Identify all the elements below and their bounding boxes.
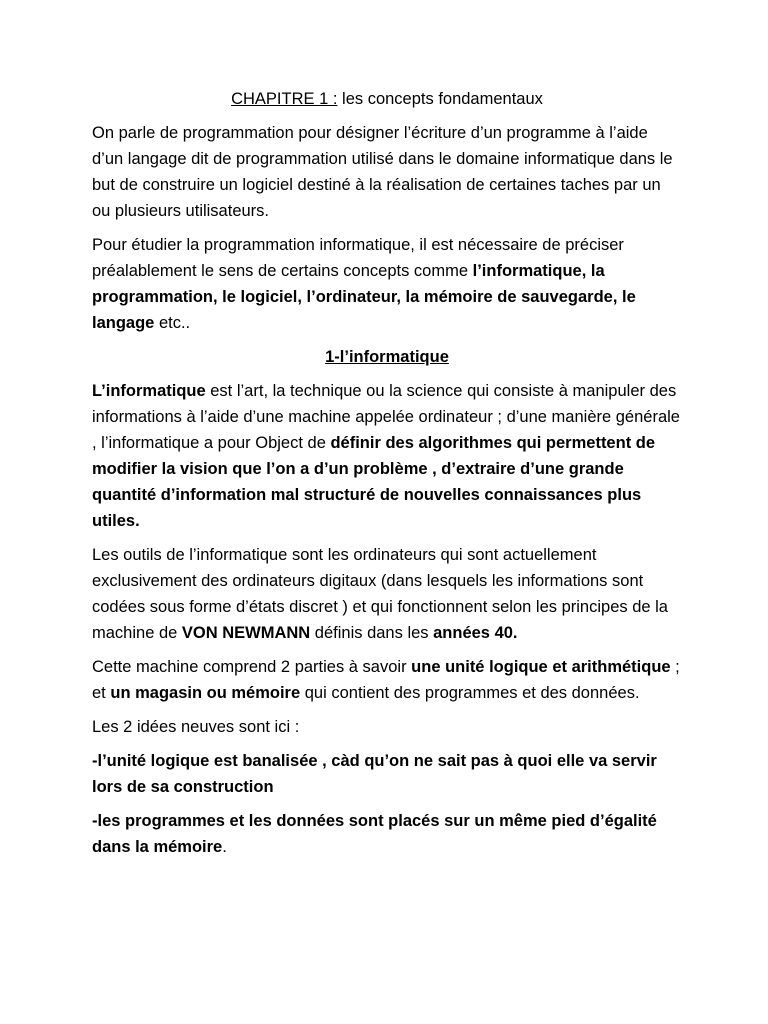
paragraph-text: Cette machine comprend 2 parties à savoir	[92, 658, 412, 676]
paragraph-text-2: ; et	[92, 658, 680, 702]
paragraph-text-end: .	[222, 838, 227, 856]
section-heading-informatique	[92, 344, 682, 370]
paragraph-programming-definition	[92, 120, 682, 224]
paragraph-idea-two	[92, 808, 682, 860]
paragraph-text: On parle de programmation pour désigner l’écriture d’un programme à l’aide d’un langage dit de programmation utilisé dans le domaine informatique dans le but de construire un logiciel destiné à la réalisation de certaines taches par un ou plusieurs utilisateurs.	[92, 124, 673, 220]
chapter-number: CHAPITRE 1 :	[231, 90, 338, 108]
paragraph-tools	[92, 542, 682, 646]
paragraph-bold-years: années 40.	[433, 624, 518, 642]
paragraph-bold-memory: un magasin ou mémoire	[110, 684, 301, 702]
paragraph-bold-alu: une unité logique et arithmétique	[411, 658, 671, 676]
paragraph-text: est l’art, la technique ou la science qui consiste à manipuler des informations à l’aide d’une machine appelée ordinateur ; d’une manière générale , l’informatique a pour Object de	[92, 382, 680, 452]
paragraph-concepts	[92, 232, 682, 336]
paragraph-new-ideas	[92, 714, 682, 740]
chapter-subject: les concepts fondamentaux	[337, 90, 543, 108]
paragraph-text-2: définis dans les	[310, 624, 434, 642]
paragraph-bold-von-newmann: VON NEWMANN	[181, 624, 311, 642]
paragraph-informatique-definition	[92, 378, 682, 534]
paragraph-text: Pour étudier la programmation informatique, il est nécessaire de préciser préalablement le sens de certains concepts comme	[92, 236, 624, 280]
paragraph-text-3: qui contient des programmes et des données.	[300, 684, 640, 702]
paragraph-text-end: etc..	[154, 314, 191, 332]
paragraph-text: Les 2 idées neuves sont ici :	[92, 718, 300, 736]
paragraph-bold-concepts: l’informatique, la programmation, le logiciel, l’ordinateur, la mémoire de sauvegarde, le langage	[92, 262, 636, 332]
section-heading-text: 1-l’informatique	[325, 348, 449, 366]
paragraph-text: Les outils de l’informatique sont les ordinateurs qui sont actuellement exclusivement des ordinateurs digitaux (dans lesquels les informations sont codées sous forme d’états discret ) et qui fonctionnent selon les principes de la machine de	[92, 546, 668, 642]
paragraph-bold-term: L’informatique	[92, 382, 206, 400]
paragraph-idea-one	[92, 748, 682, 800]
chapter-title	[92, 86, 682, 112]
paragraph-bold-idea-one: -l’unité logique est banalisée , càd qu’on ne sait pas à quoi elle va servir lors de sa construction	[92, 752, 657, 796]
paragraph-bold-goal: définir des algorithmes qui permettent de modifier la vision que l’on a d’un problème , d’extraire d’une grande quantité d’information mal structuré de nouvelles connaissances plus utiles.	[92, 434, 656, 530]
paragraph-machine-parts	[92, 654, 682, 706]
document-page	[92, 86, 682, 868]
paragraph-bold-idea-two: -les programmes et les données sont placés sur un même pied d’égalité dans la mémoire	[92, 812, 657, 856]
